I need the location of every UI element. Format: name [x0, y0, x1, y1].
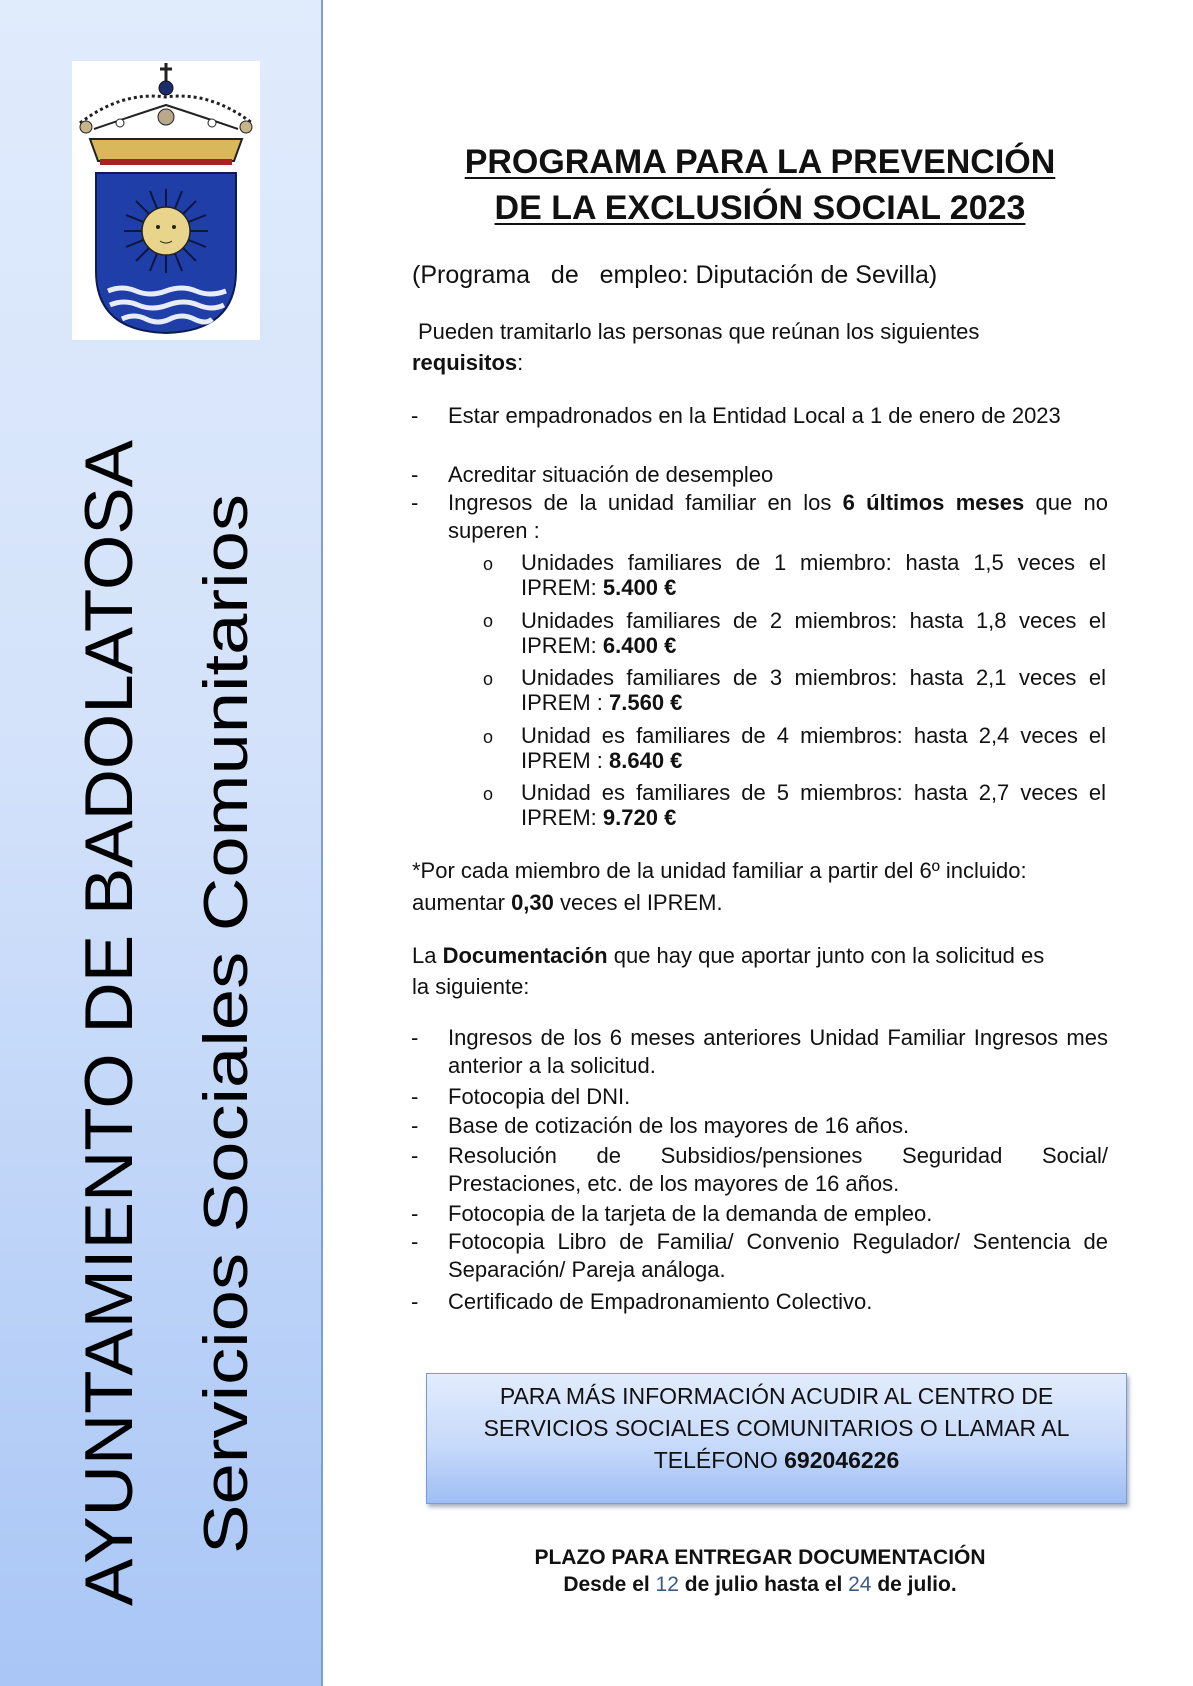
limit-amount: 6.400 €: [602, 633, 677, 658]
limit-amount: 9.720 €: [602, 805, 677, 830]
department-name: Servicios Sociales Comunitarios: [192, 668, 261, 1554]
deadline-text: Desde el: [563, 1573, 656, 1596]
list-dash: -: [411, 1201, 419, 1226]
limit-amount: 7.560 €: [609, 690, 683, 715]
document-item: Ingresos de los 6 meses anteriores Unidad Familiar Ingresos mes anterior a la solicitud.: [448, 1025, 1108, 1078]
document-item: Fotocopia Libro de Familia/ Convenio Regulador/ Sentencia de Separación/ Pareja análoga.: [448, 1229, 1108, 1282]
limit-text: Unidad es familiares de 5 miembros: hasta 2,7 veces el IPREM:: [521, 780, 1106, 830]
note-line-1: *Por cada miembro de la unidad familiar a partir del 6º incluido:: [412, 858, 1027, 883]
bullet-icon: o: [483, 554, 494, 574]
doc-intro-bold: Documentación: [442, 943, 608, 968]
info-phone-label: TELÉFONO: [653, 1447, 785, 1473]
subtitle: (Programa de empleo: Diputación de Sevilla): [412, 261, 938, 289]
req-text: Ingresos de la unidad familiar en los: [448, 490, 843, 515]
bullet-icon: o: [483, 784, 494, 804]
list-dash: -: [411, 403, 419, 428]
income-limit-item: [521, 723, 1106, 773]
end-day: 24: [848, 1573, 872, 1596]
limit-text: Unidades familiares de 2 miembros: hasta 1,8 veces el IPREM:: [521, 608, 1106, 658]
info-line-1: PARA MÁS INFORMACIÓN ACUDIR AL CENTRO DE: [499, 1383, 1054, 1409]
list-dash: -: [411, 1289, 419, 1314]
income-limit-item: [521, 665, 1106, 715]
sidebar-vertical-text: [0, 0, 321, 1686]
deadline-text: de julio.: [871, 1573, 957, 1596]
info-box: [426, 1373, 1127, 1504]
deadline-dates: [400, 1571, 1120, 1598]
sidebar: [0, 0, 323, 1686]
start-day: 12: [655, 1573, 679, 1596]
intro-requisitos: [412, 349, 523, 376]
req-bold: 6 últimos meses: [842, 490, 1025, 515]
list-dash: -: [411, 1025, 419, 1050]
income-limit-item: [521, 780, 1106, 830]
requisitos-bold: requisitos: [412, 350, 518, 375]
list-dash: -: [411, 1229, 419, 1254]
doc-intro-text: que hay que aportar junto con la solicitud es: [607, 943, 1045, 968]
list-dash: -: [411, 490, 419, 515]
requirement-item: Acreditar situación de desempleo: [448, 462, 774, 487]
note-text: veces el IPREM.: [553, 890, 723, 915]
deadline-heading: PLAZO PARA ENTREGAR DOCUMENTACIÓN: [534, 1546, 986, 1569]
limit-amount: 8.640 €: [609, 748, 683, 773]
info-line-2: SERVICIOS SOCIALES COMUNITARIOS O LLAMAR AL: [483, 1415, 1070, 1441]
income-limit-item: [521, 550, 1106, 600]
note-line-2: [412, 889, 723, 916]
document-item: Fotocopia de la tarjeta de la demanda de empleo.: [448, 1201, 933, 1226]
bullet-icon: o: [483, 611, 494, 631]
deadline-text: de julio hasta el: [678, 1573, 849, 1596]
bullet-icon: o: [483, 669, 494, 689]
list-dash: -: [411, 1113, 419, 1138]
document-item: Fotocopia del DNI.: [448, 1084, 631, 1109]
organization-name: AYUNTAMIENTO DE BADOLATOSA: [71, 490, 147, 1606]
note-bold: 0,30: [511, 890, 554, 915]
requirement-item: [448, 489, 1108, 545]
documentation-intro: [412, 942, 1044, 969]
phone-number: 692046226: [784, 1447, 900, 1473]
intro-text: Pueden tramitarlo las personas que reúnan los siguientes: [418, 319, 980, 344]
documentation-intro-line-2: la siguiente:: [412, 974, 530, 999]
limit-text: Unidades familiares de 3 miembros: hasta 2,1 veces el IPREM :: [521, 665, 1106, 715]
page-title-line-1: PROGRAMA PARA LA PREVENCIÓN: [464, 143, 1056, 181]
info-line-3: [427, 1444, 1126, 1476]
bullet-icon: o: [483, 727, 494, 747]
list-dash: -: [411, 1143, 419, 1168]
intro-suffix: :: [517, 350, 524, 375]
limit-text: Unidad es familiares de 4 miembros: hasta 2,4 veces el IPREM :: [521, 723, 1106, 773]
doc-intro-text: La: [412, 943, 443, 968]
document-item: Base de cotización de los mayores de 16 años.: [448, 1113, 910, 1138]
list-dash: -: [411, 462, 419, 487]
income-limit-item: [521, 608, 1106, 658]
document-item: Certificado de Empadronamiento Colectivo.: [448, 1289, 873, 1314]
limit-amount: 5.400 €: [602, 575, 677, 600]
requirement-item: Estar empadronados en la Entidad Local a 1 de enero de 2023: [448, 403, 1061, 428]
list-dash: -: [411, 1084, 419, 1109]
limit-text: Unidades familiares de 1 miembro: hasta 1,5 veces el IPREM:: [521, 550, 1106, 600]
page-title-line-2: DE LA EXCLUSIÓN SOCIAL 2023: [494, 189, 1026, 227]
document-item: Resolución de Subsidios/pensiones Seguridad Social/ Prestaciones, etc. de los mayores de 16 años.: [448, 1143, 1108, 1196]
req-text: que no superen :: [448, 490, 1108, 543]
note-text: aumentar: [412, 890, 512, 915]
